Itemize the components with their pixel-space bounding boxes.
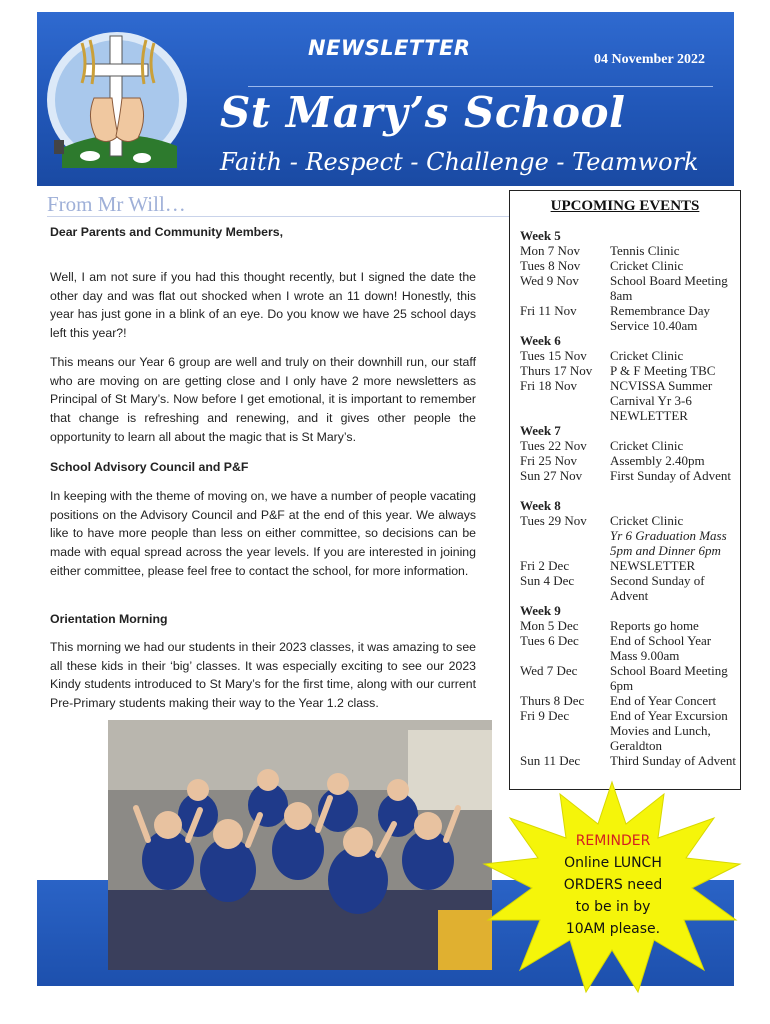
- event-desc: Remembrance Day Service 10.40am: [610, 303, 710, 333]
- paragraph-3: In keeping with the theme of moving on, we have a number of people vacating positions on the Advisory Council and P&F at the end of this year. We always like to have more people than less on either committee, so decisions can be made with equal spread across the year levels. If you are interested in joining either committee, please feel free to contact the school, for more information.: [50, 489, 476, 578]
- reminder-line: Online LUNCH: [564, 855, 662, 871]
- greeting: Dear Parents and Community Members,: [50, 225, 284, 239]
- event-day: Thurs 17 Nov: [520, 363, 593, 378]
- school-crest-logo: [42, 28, 192, 178]
- reminder-line: ORDERS need: [563, 877, 663, 893]
- event-desc: End of School Year Mass 9.00am: [610, 633, 712, 663]
- reminder-line: 10AM please.: [565, 921, 661, 937]
- event-day: Sun 11 Dec: [520, 753, 581, 768]
- week-5-label: Week 5: [520, 228, 561, 243]
- newsletter-label: NEWSLETTER: [308, 36, 471, 60]
- classroom-photo: [108, 720, 492, 970]
- school-motto: Faith - Respect - Challenge - Teamwork: [220, 148, 699, 176]
- event-day: Mon 5 Dec: [520, 618, 579, 633]
- section-heading-orientation: Orientation Morning: [50, 612, 168, 626]
- event-day: Tues 29 Nov: [520, 513, 587, 528]
- event-day: Tues 15 Nov: [520, 348, 587, 363]
- event-desc: Tennis Clinic: [610, 243, 680, 258]
- upcoming-events-title: UPCOMING EVENTS: [550, 198, 700, 214]
- event-desc: End of Year Excursion Movies and Lunch, Geraldton: [610, 708, 728, 753]
- event-day: Tues 6 Dec: [520, 633, 579, 648]
- section-heading-advisory: School Advisory Council and P&F: [50, 460, 249, 474]
- paragraph-2: This means our Year 6 group are well and truly on their downhill run, our staff who are moving on are getting close and I only have 2 more newsletters as Principal of St Mary’s. Now before I get emotional, it is important to remember that change is refreshing and renewing, and it gives other people the opportunity to learn all about the magic that is St Mary’s.: [50, 355, 476, 444]
- upcoming-events-box: [509, 190, 741, 790]
- reminder-title: REMINDER: [575, 833, 651, 849]
- paragraph-4: This morning we had our students in their 2023 classes, it was amazing to see all these kids in their ‘big’ classes. It was especially exciting to see our 2023 Kindy students introduced to St Mary’s for the first time, along with our current Pre-Primary students making their way to the Year 1.2 class.: [50, 640, 476, 711]
- event-day: Thurs 8 Dec: [520, 693, 585, 708]
- week-6-label: Week 6: [520, 333, 561, 348]
- week-8-label: Week 8: [520, 498, 561, 513]
- event-desc: First Sunday of Advent: [610, 468, 731, 483]
- event-desc: Yr 6 Graduation Mass 5pm and Dinner 6pm: [610, 528, 727, 558]
- event-desc: NCVISSA Summer Carnival Yr 3-6 NEWLETTER: [610, 378, 713, 423]
- event-desc: End of Year Concert: [610, 693, 717, 708]
- event-desc: Cricket Clinic: [610, 513, 684, 528]
- event-desc: Cricket Clinic: [610, 348, 684, 363]
- heading-rule: [47, 216, 509, 217]
- event-day: Wed 7 Dec: [520, 663, 578, 678]
- week-7-label: Week 7: [520, 423, 561, 438]
- event-day: Fri 18 Nov: [520, 378, 578, 393]
- event-desc: School Board Meeting 8am: [610, 273, 728, 303]
- event-day: Fri 11 Nov: [520, 303, 577, 318]
- event-day: Tues 8 Nov: [520, 258, 581, 273]
- event-day: Mon 7 Nov: [520, 243, 580, 258]
- header-divider: [248, 86, 713, 87]
- issue-date: 04 November 2022: [594, 52, 705, 67]
- event-desc: Reports go home: [610, 618, 699, 633]
- reminder-line: to be in by: [575, 899, 651, 915]
- week-9-label: Week 9: [520, 603, 561, 618]
- event-day: Fri 2 Dec: [520, 558, 570, 573]
- school-name: St Mary’s School: [220, 88, 626, 137]
- event-desc: Cricket Clinic: [610, 438, 684, 453]
- article-heading: From Mr Will…: [47, 192, 186, 216]
- event-desc: NEWSLETTER: [610, 558, 696, 573]
- event-desc: Cricket Clinic: [610, 258, 684, 273]
- event-desc: Third Sunday of Advent: [610, 753, 737, 768]
- event-desc: P & F Meeting TBC: [610, 363, 716, 378]
- event-desc: Second Sunday of Advent: [610, 573, 705, 603]
- event-day: Sun 4 Dec: [520, 573, 575, 588]
- event-day: Sun 27 Nov: [520, 468, 583, 483]
- event-day: Tues 22 Nov: [520, 438, 587, 453]
- event-day: Fri 9 Dec: [520, 708, 570, 723]
- paragraph-1: Well, I am not sure if you had this thought recently, but I signed the date the other day and was flat out shocked when I wrote an 11 down! Honestly, this year has just gone in a blink of an eye. Do you know we have 25 school days left this year?!: [50, 270, 476, 341]
- event-day: Fri 25 Nov: [520, 453, 578, 468]
- event-desc: School Board Meeting 6pm: [610, 663, 728, 693]
- event-day: Wed 9 Nov: [520, 273, 579, 288]
- event-desc: Assembly 2.40pm: [610, 453, 705, 468]
